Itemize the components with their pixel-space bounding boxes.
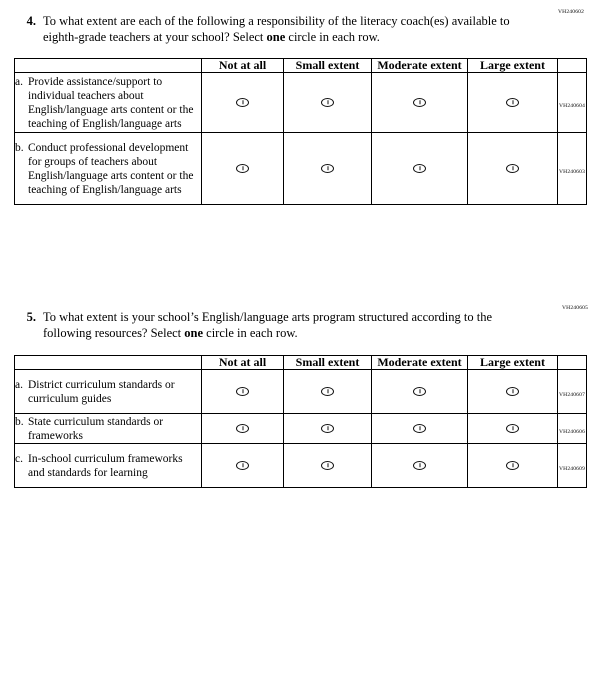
radio-bubble-icon[interactable]	[321, 98, 334, 107]
row-label-4b	[15, 133, 202, 205]
header-blank-right	[558, 59, 587, 73]
option-5b-small-extent[interactable]	[284, 414, 372, 444]
question-5-bold-word: one	[184, 325, 204, 340]
item-code-5a	[558, 370, 587, 414]
header-not-at-all: Not at all	[202, 59, 284, 73]
item-code-5a-text: VH240607	[558, 391, 586, 398]
radio-bubble-icon[interactable]	[506, 424, 519, 433]
question-4-bold-word: one	[266, 29, 286, 44]
radio-bubble-icon[interactable]	[321, 424, 334, 433]
table-row	[15, 370, 587, 414]
header-blank-left	[15, 59, 202, 73]
option-5a-large-extent[interactable]	[468, 370, 558, 414]
option-5c-moderate-extent[interactable]	[372, 444, 468, 488]
row-letter-5c: c.	[15, 452, 23, 465]
radio-bubble-icon[interactable]	[413, 164, 426, 173]
header-moderate-extent: Moderate extent	[372, 356, 468, 370]
header-blank-left	[15, 356, 202, 370]
item-code-5b	[558, 414, 587, 444]
question-5-header	[0, 310, 615, 341]
radio-bubble-icon[interactable]	[506, 164, 519, 173]
question-4-text	[36, 14, 543, 45]
question-4-text-before: To what extent are each of the following a responsibility of the literacy coach(es) available to eighth-grade teachers at your school? Select	[43, 14, 510, 44]
row-label-5b	[15, 414, 202, 444]
question-5-text	[36, 310, 543, 341]
item-code-4b-text: VH240603	[558, 168, 586, 175]
option-4b-large-extent[interactable]	[468, 133, 558, 205]
radio-bubble-icon[interactable]	[321, 461, 334, 470]
header-large-extent: Large extent	[468, 59, 558, 73]
item-code-4b	[558, 133, 587, 205]
row-letter-4a: a.	[15, 75, 23, 88]
radio-bubble-icon[interactable]	[413, 98, 426, 107]
option-5b-large-extent[interactable]	[468, 414, 558, 444]
row-text-4a: Provide assistance/support to individual teachers about English/language arts content or the teaching of English/language arts	[28, 75, 194, 130]
question-5-table	[14, 355, 587, 488]
row-letter-5b: b.	[15, 415, 24, 428]
question-4-header-row	[15, 59, 587, 73]
option-4a-not-at-all[interactable]	[202, 73, 284, 133]
row-letter-4b: b.	[15, 141, 24, 154]
question-4-header	[0, 14, 615, 45]
header-not-at-all: Not at all	[202, 356, 284, 370]
row-label-4a	[15, 73, 202, 133]
option-5c-not-at-all[interactable]	[202, 444, 284, 488]
option-5a-moderate-extent[interactable]	[372, 370, 468, 414]
option-5c-large-extent[interactable]	[468, 444, 558, 488]
table-row	[15, 133, 587, 205]
header-moderate-extent: Moderate extent	[372, 59, 468, 73]
header-small-extent: Small extent	[284, 59, 372, 73]
row-label-5c	[15, 444, 202, 488]
option-5c-small-extent[interactable]	[284, 444, 372, 488]
option-5a-not-at-all[interactable]	[202, 370, 284, 414]
radio-bubble-icon[interactable]	[236, 164, 249, 173]
radio-bubble-icon[interactable]	[236, 98, 249, 107]
question-4	[0, 14, 615, 45]
radio-bubble-icon[interactable]	[413, 387, 426, 396]
header-blank-right	[558, 356, 587, 370]
question-5-header-row	[15, 356, 587, 370]
radio-bubble-icon[interactable]	[506, 387, 519, 396]
radio-bubble-icon[interactable]	[506, 98, 519, 107]
option-4a-large-extent[interactable]	[468, 73, 558, 133]
row-text-4b: Conduct professional development for groups of teachers about English/language arts content or the teaching of English/language arts	[28, 141, 194, 196]
item-code-5b-text: VH240606	[558, 428, 586, 435]
option-4a-moderate-extent[interactable]	[372, 73, 468, 133]
option-4a-small-extent[interactable]	[284, 73, 372, 133]
item-code-5c	[558, 444, 587, 488]
row-text-5a: District curriculum standards or curriculum guides	[28, 378, 175, 405]
table-row	[15, 444, 587, 488]
radio-bubble-icon[interactable]	[236, 461, 249, 470]
row-text-5c: In-school curriculum frameworks and standards for learning	[28, 452, 183, 479]
radio-bubble-icon[interactable]	[413, 461, 426, 470]
item-code-top: VH240602	[558, 9, 585, 15]
radio-bubble-icon[interactable]	[506, 461, 519, 470]
item-code-5c-text: VH240609	[558, 465, 586, 472]
option-5b-moderate-extent[interactable]	[372, 414, 468, 444]
question-4-text-after: circle in each row.	[285, 29, 380, 44]
radio-bubble-icon[interactable]	[236, 387, 249, 396]
option-4b-small-extent[interactable]	[284, 133, 372, 205]
question-5-text-before: To what extent is your school’s English/language arts program structured according to the following resources? Select	[43, 310, 493, 340]
item-code-q5: VH240605	[562, 305, 589, 311]
option-4b-not-at-all[interactable]	[202, 133, 284, 205]
row-letter-5a: a.	[15, 378, 23, 391]
table-row	[15, 414, 587, 444]
question-4-number: 4.	[26, 14, 36, 28]
option-5a-small-extent[interactable]	[284, 370, 372, 414]
question-5-text-after: circle in each row.	[203, 325, 298, 340]
question-5-number: 5.	[26, 310, 36, 324]
radio-bubble-icon[interactable]	[321, 387, 334, 396]
radio-bubble-icon[interactable]	[236, 424, 249, 433]
radio-bubble-icon[interactable]	[321, 164, 334, 173]
item-code-4a	[558, 73, 587, 133]
row-text-5b: State curriculum standards or frameworks	[28, 415, 164, 442]
option-5b-not-at-all[interactable]	[202, 414, 284, 444]
radio-bubble-icon[interactable]	[413, 424, 426, 433]
question-4-table	[14, 58, 587, 205]
row-label-5a	[15, 370, 202, 414]
question-5	[0, 310, 615, 341]
option-4b-moderate-extent[interactable]	[372, 133, 468, 205]
header-small-extent: Small extent	[284, 356, 372, 370]
table-row	[15, 73, 587, 133]
item-code-4a-text: VH240604	[558, 102, 586, 109]
header-large-extent: Large extent	[468, 356, 558, 370]
